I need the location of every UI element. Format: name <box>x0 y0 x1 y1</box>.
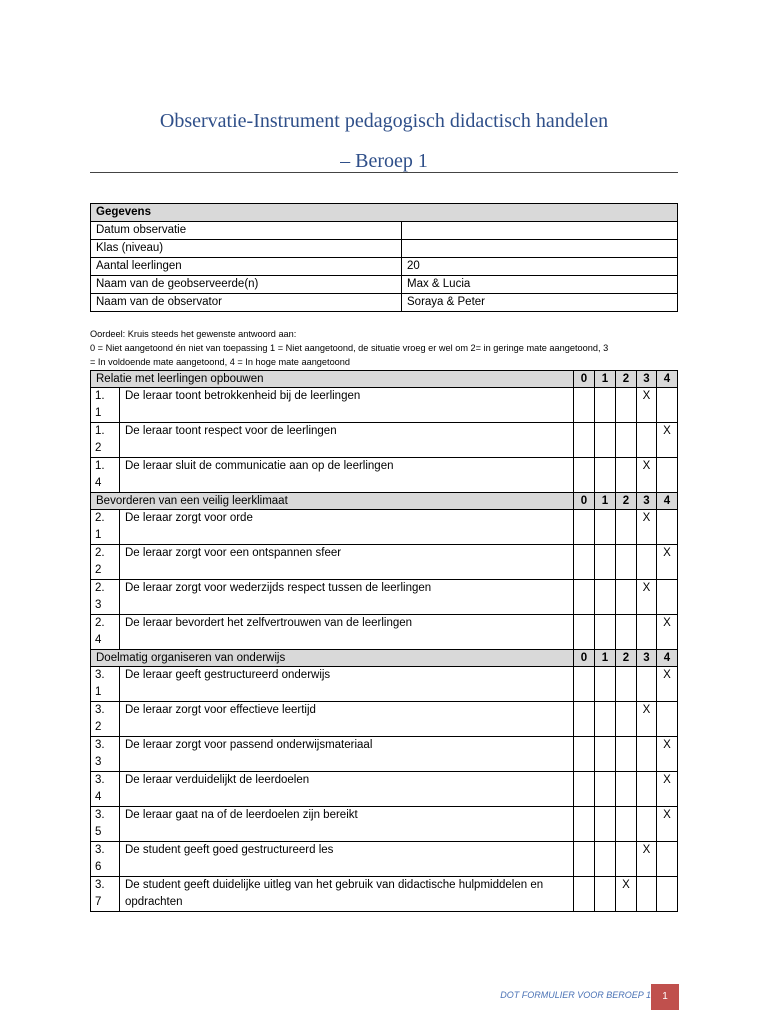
document-title: Observatie-Instrument pedagogisch didactisch handelen <box>159 110 609 132</box>
rating-cell-0[interactable] <box>574 458 595 493</box>
table-row <box>91 702 678 737</box>
gegevens-header: Gegevens <box>91 204 678 222</box>
item-number <box>91 510 120 545</box>
scale-header-4: 4 <box>657 493 678 510</box>
item-number <box>91 807 120 842</box>
scale-header-0: 0 <box>574 650 595 667</box>
item-number <box>91 702 120 737</box>
rating-cell-3[interactable] <box>637 877 657 912</box>
rating-cell-4[interactable] <box>657 877 678 912</box>
observation-table <box>90 370 678 912</box>
item-text: De student geeft duidelijke uitleg van het gebruik van didactische hulpmiddelen en opdrachten <box>120 877 574 912</box>
item-text: De leraar zorgt voor passend onderwijsmateriaal <box>120 737 574 772</box>
legend-line: = In voldoende mate aangetoond, 4 = In hoge mate aangetoond <box>90 357 351 367</box>
gegevens-label: Klas (niveau) <box>91 240 402 258</box>
section-header-row <box>91 371 678 388</box>
item-number-major: 2. <box>95 582 105 594</box>
item-text: De leraar toont betrokkenheid bij de leerlingen <box>120 388 574 423</box>
scale-header-1: 1 <box>595 371 616 388</box>
rating-cell-4[interactable]: X <box>657 772 678 807</box>
item-number <box>91 772 120 807</box>
table-row <box>91 772 678 807</box>
rating-cell-2[interactable] <box>616 702 637 737</box>
table-row <box>91 388 678 423</box>
table-row <box>91 877 678 912</box>
gegevens-label: Naam van de observator <box>91 294 402 312</box>
rating-cell-1[interactable] <box>595 510 616 545</box>
item-text: De leraar toont respect voor de leerlingen <box>120 423 574 458</box>
item-text: De student geeft goed gestructureerd les <box>120 842 574 877</box>
rating-cell-2[interactable] <box>616 667 637 702</box>
rating-cell-0[interactable] <box>574 877 595 912</box>
rating-cell-3[interactable]: X <box>637 458 657 493</box>
scale-header-1: 1 <box>595 650 616 667</box>
gegevens-label: Datum observatie <box>91 222 402 240</box>
item-number-minor: 4 <box>95 477 102 489</box>
rating-cell-1[interactable] <box>595 842 616 877</box>
table-row <box>91 458 678 493</box>
rating-cell-4[interactable]: X <box>657 545 678 580</box>
rating-cell-2[interactable] <box>616 545 637 580</box>
item-number <box>91 615 120 650</box>
rating-cell-0[interactable] <box>574 545 595 580</box>
item-number <box>91 580 120 615</box>
rating-cell-3[interactable]: X <box>637 388 657 423</box>
rating-cell-2[interactable] <box>616 423 637 458</box>
item-number-minor: 4 <box>95 634 102 646</box>
item-text: De leraar verduidelijkt de leerdoelen <box>120 772 574 807</box>
legend-line: 0 = Niet aangetoond én niet van toepassing 1 = Niet aangetoond, de situatie vroeg er wel om 2= in geringe mate aangetoond, 3 <box>90 343 609 353</box>
rating-cell-3[interactable] <box>637 667 657 702</box>
item-number-minor: 1 <box>95 686 102 698</box>
legend-line: Oordeel: Kruis steeds het gewenste antwoord aan: <box>90 329 297 339</box>
rating-cell-0[interactable] <box>574 510 595 545</box>
table-row <box>91 667 678 702</box>
scale-header-2: 2 <box>616 493 637 510</box>
item-text: De leraar zorgt voor een ontspannen sfeer <box>120 545 574 580</box>
rating-cell-3[interactable] <box>637 807 657 842</box>
scale-header-2: 2 <box>616 371 637 388</box>
rating-cell-0[interactable] <box>574 772 595 807</box>
section-header-row <box>91 493 678 510</box>
rating-cell-1[interactable] <box>595 877 616 912</box>
rating-cell-4[interactable]: X <box>657 807 678 842</box>
table-row <box>91 423 678 458</box>
scale-header-3: 3 <box>637 371 657 388</box>
item-number-minor: 1 <box>95 407 102 419</box>
item-number <box>91 545 120 580</box>
rating-cell-3[interactable]: X <box>637 842 657 877</box>
rating-cell-4[interactable]: X <box>657 615 678 650</box>
rating-legend <box>90 327 680 369</box>
rating-cell-4[interactable] <box>657 388 678 423</box>
rating-cell-4[interactable] <box>657 842 678 877</box>
scale-header-2: 2 <box>616 650 637 667</box>
rating-cell-2[interactable] <box>616 737 637 772</box>
rating-cell-3[interactable] <box>637 772 657 807</box>
rating-cell-3[interactable] <box>637 737 657 772</box>
item-number-major: 2. <box>95 512 105 524</box>
rating-cell-0[interactable] <box>574 667 595 702</box>
section-title: Bevorderen van een veilig leerklimaat <box>91 493 574 510</box>
item-number <box>91 877 120 912</box>
item-number-major: 1. <box>95 425 105 437</box>
item-text: De leraar gaat na of de leerdoelen zijn bereikt <box>120 807 574 842</box>
item-number-major: 3. <box>95 809 105 821</box>
rating-cell-3[interactable] <box>637 615 657 650</box>
rating-cell-4[interactable] <box>657 580 678 615</box>
table-row <box>91 545 678 580</box>
rating-cell-0[interactable] <box>574 737 595 772</box>
gegevens-label: Naam van de geobserveerde(n) <box>91 276 402 294</box>
item-number-major: 1. <box>95 390 105 402</box>
item-number-minor: 5 <box>95 826 102 838</box>
rating-cell-0[interactable] <box>574 423 595 458</box>
rating-cell-4[interactable]: X <box>657 667 678 702</box>
item-number-major: 3. <box>95 879 105 891</box>
section-header-row <box>91 650 678 667</box>
rating-cell-4[interactable]: X <box>657 737 678 772</box>
item-number-major: 3. <box>95 844 105 856</box>
item-number-minor: 6 <box>95 861 102 873</box>
item-number-minor: 1 <box>95 529 102 541</box>
scale-header-3: 3 <box>637 650 657 667</box>
rating-cell-1[interactable] <box>595 388 616 423</box>
rating-cell-3[interactable]: X <box>637 580 657 615</box>
item-number <box>91 458 120 493</box>
rating-cell-1[interactable] <box>595 423 616 458</box>
rating-cell-1[interactable] <box>595 580 616 615</box>
item-number <box>91 388 120 423</box>
gegevens-value-klas[interactable] <box>402 240 678 258</box>
item-number-minor: 3 <box>95 756 102 768</box>
document-subtitle: – Beroep 1 <box>340 150 428 172</box>
rating-cell-4[interactable]: X <box>657 423 678 458</box>
rating-cell-3[interactable] <box>637 545 657 580</box>
item-number-major: 2. <box>95 547 105 559</box>
rating-cell-1[interactable] <box>595 772 616 807</box>
item-number <box>91 667 120 702</box>
table-row <box>91 807 678 842</box>
rating-cell-3[interactable]: X <box>637 510 657 545</box>
section-title: Relatie met leerlingen opbouwen <box>91 371 574 388</box>
section-title: Doelmatig organiseren van onderwijs <box>91 650 574 667</box>
rating-cell-3[interactable] <box>637 423 657 458</box>
item-text: De leraar sluit de communicatie aan op de leerlingen <box>120 458 574 493</box>
item-number-minor: 7 <box>95 896 102 908</box>
scale-header-0: 0 <box>574 493 595 510</box>
gegevens-value-observator[interactable]: Soraya & Peter <box>402 294 678 312</box>
item-number-major: 1. <box>95 460 105 472</box>
item-number <box>91 842 120 877</box>
rating-cell-2[interactable] <box>616 580 637 615</box>
rating-cell-1[interactable] <box>595 667 616 702</box>
rating-cell-0[interactable] <box>574 702 595 737</box>
rating-cell-1[interactable] <box>595 615 616 650</box>
scale-header-4: 4 <box>657 371 678 388</box>
title-underline <box>90 172 678 173</box>
rating-cell-2[interactable] <box>616 458 637 493</box>
item-number-major: 2. <box>95 617 105 629</box>
item-number-major: 3. <box>95 739 105 751</box>
rating-cell-2[interactable] <box>616 388 637 423</box>
gegevens-table <box>90 203 678 312</box>
rating-cell-4[interactable] <box>657 702 678 737</box>
item-number <box>91 737 120 772</box>
item-number-major: 3. <box>95 669 105 681</box>
table-row <box>91 510 678 545</box>
rating-cell-4[interactable] <box>657 510 678 545</box>
gegevens-value-aantal[interactable]: 20 <box>402 258 678 276</box>
gegevens-value-datum[interactable] <box>402 222 678 240</box>
scale-header-4: 4 <box>657 650 678 667</box>
rating-cell-2[interactable] <box>616 615 637 650</box>
rating-cell-0[interactable] <box>574 807 595 842</box>
rating-cell-2[interactable] <box>616 807 637 842</box>
gegevens-value-geobserveerde[interactable]: Max & Lucia <box>402 276 678 294</box>
rating-cell-4[interactable] <box>657 458 678 493</box>
item-number-major: 3. <box>95 704 105 716</box>
table-row <box>91 842 678 877</box>
scale-header-0: 0 <box>574 371 595 388</box>
rating-cell-2[interactable] <box>616 842 637 877</box>
rating-cell-1[interactable] <box>595 458 616 493</box>
item-text: De leraar zorgt voor effectieve leertijd <box>120 702 574 737</box>
rating-cell-1[interactable] <box>595 702 616 737</box>
table-row <box>91 615 678 650</box>
footer-label: DOT FORMULIER VOOR BEROEP 1 <box>500 990 651 1000</box>
table-row <box>91 737 678 772</box>
rating-cell-3[interactable]: X <box>637 702 657 737</box>
item-number-minor: 2 <box>95 564 102 576</box>
item-text: De leraar geeft gestructureerd onderwijs <box>120 667 574 702</box>
item-text: De leraar zorgt voor orde <box>120 510 574 545</box>
rating-cell-2[interactable] <box>616 772 637 807</box>
item-text: De leraar zorgt voor wederzijds respect tussen de leerlingen <box>120 580 574 615</box>
item-number-major: 3. <box>95 774 105 786</box>
rating-cell-0[interactable] <box>574 580 595 615</box>
scale-header-1: 1 <box>595 493 616 510</box>
page-number: 1 <box>651 984 679 1010</box>
rating-cell-1[interactable] <box>595 545 616 580</box>
rating-cell-0[interactable] <box>574 615 595 650</box>
item-number-minor: 3 <box>95 599 102 611</box>
rating-cell-2[interactable] <box>616 510 637 545</box>
rating-cell-1[interactable] <box>595 807 616 842</box>
item-number-minor: 4 <box>95 791 102 803</box>
table-row <box>91 580 678 615</box>
item-number-minor: 2 <box>95 721 102 733</box>
item-number-minor: 2 <box>95 442 102 454</box>
item-text: De leraar bevordert het zelfvertrouwen van de leerlingen <box>120 615 574 650</box>
gegevens-label: Aantal leerlingen <box>91 258 402 276</box>
rating-cell-2[interactable]: X <box>616 877 637 912</box>
rating-cell-1[interactable] <box>595 737 616 772</box>
rating-cell-0[interactable] <box>574 842 595 877</box>
rating-cell-0[interactable] <box>574 388 595 423</box>
scale-header-3: 3 <box>637 493 657 510</box>
item-number <box>91 423 120 458</box>
